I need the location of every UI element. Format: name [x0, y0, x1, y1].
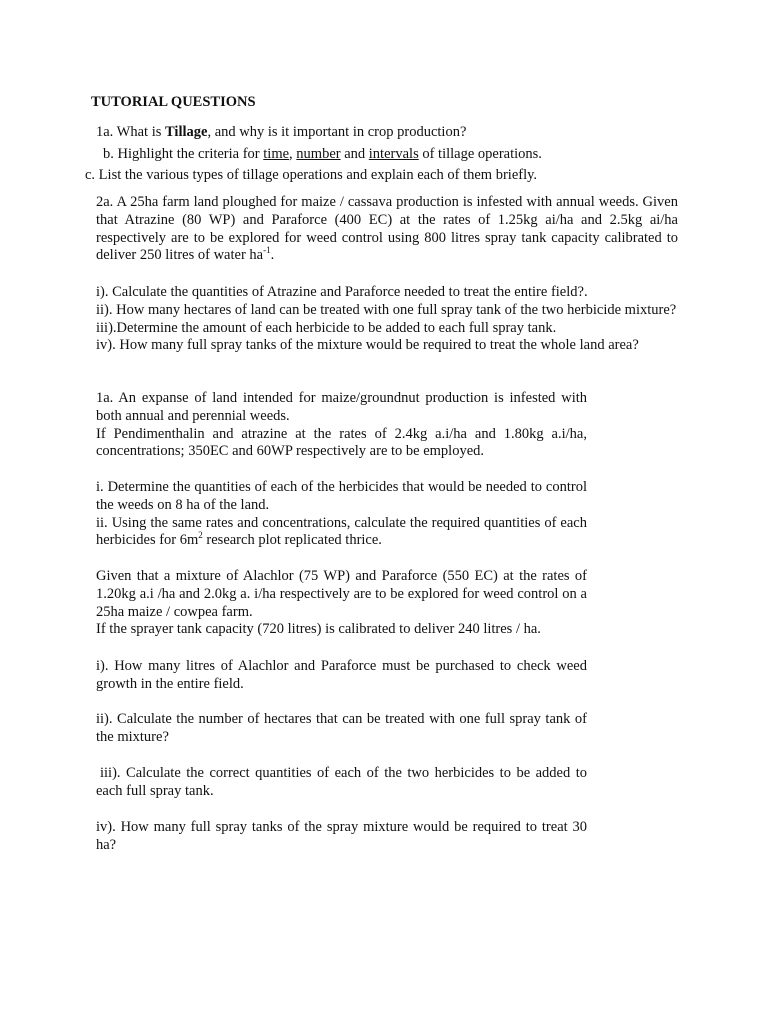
- question-3-ii-end: research plot replicated thrice.: [202, 532, 382, 549]
- question-4: [96, 568, 587, 639]
- question-4-ii: ii). Calculate the number of hectares that can be treated with one full spray tank of the mixture?: [96, 711, 587, 745]
- question-1b: [96, 144, 542, 166]
- question-3-ii: [96, 515, 587, 551]
- question-4-ii-block: [96, 711, 587, 747]
- question-1a-text-end: , and why is it important in crop production?: [207, 124, 467, 140]
- question-2a: [96, 194, 678, 265]
- question-2-iii: iii).Determine the amount of each herbicide to be added to each full spray tank.: [96, 319, 557, 336]
- question-4-iii-block: [96, 765, 587, 801]
- question-4-iii: iii). Calculate the correct quantities of each of the two herbicides to be added to each full spray tank.: [96, 765, 587, 799]
- question-3-intro-1: 1a. An expanse of land intended for maize/groundnut production is infested with both annual and perennial weeds.: [96, 390, 587, 424]
- separator: and: [340, 145, 369, 162]
- question-4-intro-1: Given that a mixture of Alachlor (75 WP) and Paraforce (550 EC) at the rates of 1.20kg a.i /ha and 2.0kg a. i/ha respectively are to be explored for weed control on a 25ha maize / cowpea farm.: [96, 568, 587, 620]
- question-2a-text: 2a. A 25ha farm land ploughed for maize / cassava production is infested with annual weeds. Given that Atrazine (80 WP) and Paraforce (400 EC) at the rates of 1.25kg ai/ha and 2.5kg ai/ha respectively are to be explored for weed control using 800 litres spray tank capacity calibrated to deliver 250 litres of water ha: [96, 194, 678, 264]
- question-1: [85, 122, 542, 187]
- superscript: 2: [198, 530, 203, 541]
- term-number: number: [296, 145, 341, 162]
- question-4-intro-2: If the sprayer tank capacity (720 litres) is calibrated to deliver 240 litres / ha.: [96, 621, 541, 638]
- question-2-subparts: [96, 284, 678, 355]
- question-4-i-block: [96, 658, 587, 694]
- term-time: time: [263, 145, 290, 162]
- separator: ,: [289, 145, 297, 162]
- question-3-intro-2: If Pendimenthalin and atrazine at the rates of 2.4kg a.i/ha and 1.80kg a.i/ha, concentrations; 350EC and 60WP respectively are to be employed.: [96, 425, 587, 460]
- question-4-iv-block: [96, 819, 587, 855]
- term-intervals: intervals: [368, 145, 419, 162]
- question-2: [96, 194, 678, 265]
- tillage-term: Tillage: [165, 124, 208, 140]
- superscript: -1: [263, 245, 271, 256]
- question-2-iv: iv). How many full spray tanks of the mixture would be required to treat the whole land area?: [96, 337, 639, 354]
- question-4-iv: iv). How many full spray tanks of the spray mixture would be required to treat 30 ha?: [96, 819, 587, 853]
- question-3-i: i. Determine the quantities of each of the herbicides that would be needed to control the weeds on 8 ha of the land.: [96, 479, 587, 513]
- question-1b-text: b. Highlight the criteria for: [103, 145, 264, 162]
- question-1c: c. List the various types of tillage operations and explain each of them briefly.: [85, 167, 538, 183]
- question-2-i: i). Calculate the quantities of Atrazine and Paraforce needed to treat the entire field?.: [96, 284, 588, 300]
- page-title: TUTORIAL QUESTIONS: [91, 94, 256, 110]
- question-2a-end: .: [270, 247, 275, 264]
- question-4-i: i). How many litres of Alachlor and Paraforce must be purchased to check weed growth in the entire field.: [96, 658, 587, 692]
- question-3-ii-text: ii. Using the same rates and concentrations, calculate the required quantities of each herbicides for 6m: [96, 514, 587, 549]
- question-2-ii: ii). How many hectares of land can be treated with one full spray tank of the two herbicide mixture?: [96, 301, 677, 318]
- question-1a-text: 1a. What is: [96, 124, 165, 140]
- question-3-subparts: [96, 479, 587, 550]
- question-1b-text-end: of tillage operations.: [418, 145, 542, 162]
- question-3: [96, 390, 587, 461]
- question-1a: [96, 122, 542, 144]
